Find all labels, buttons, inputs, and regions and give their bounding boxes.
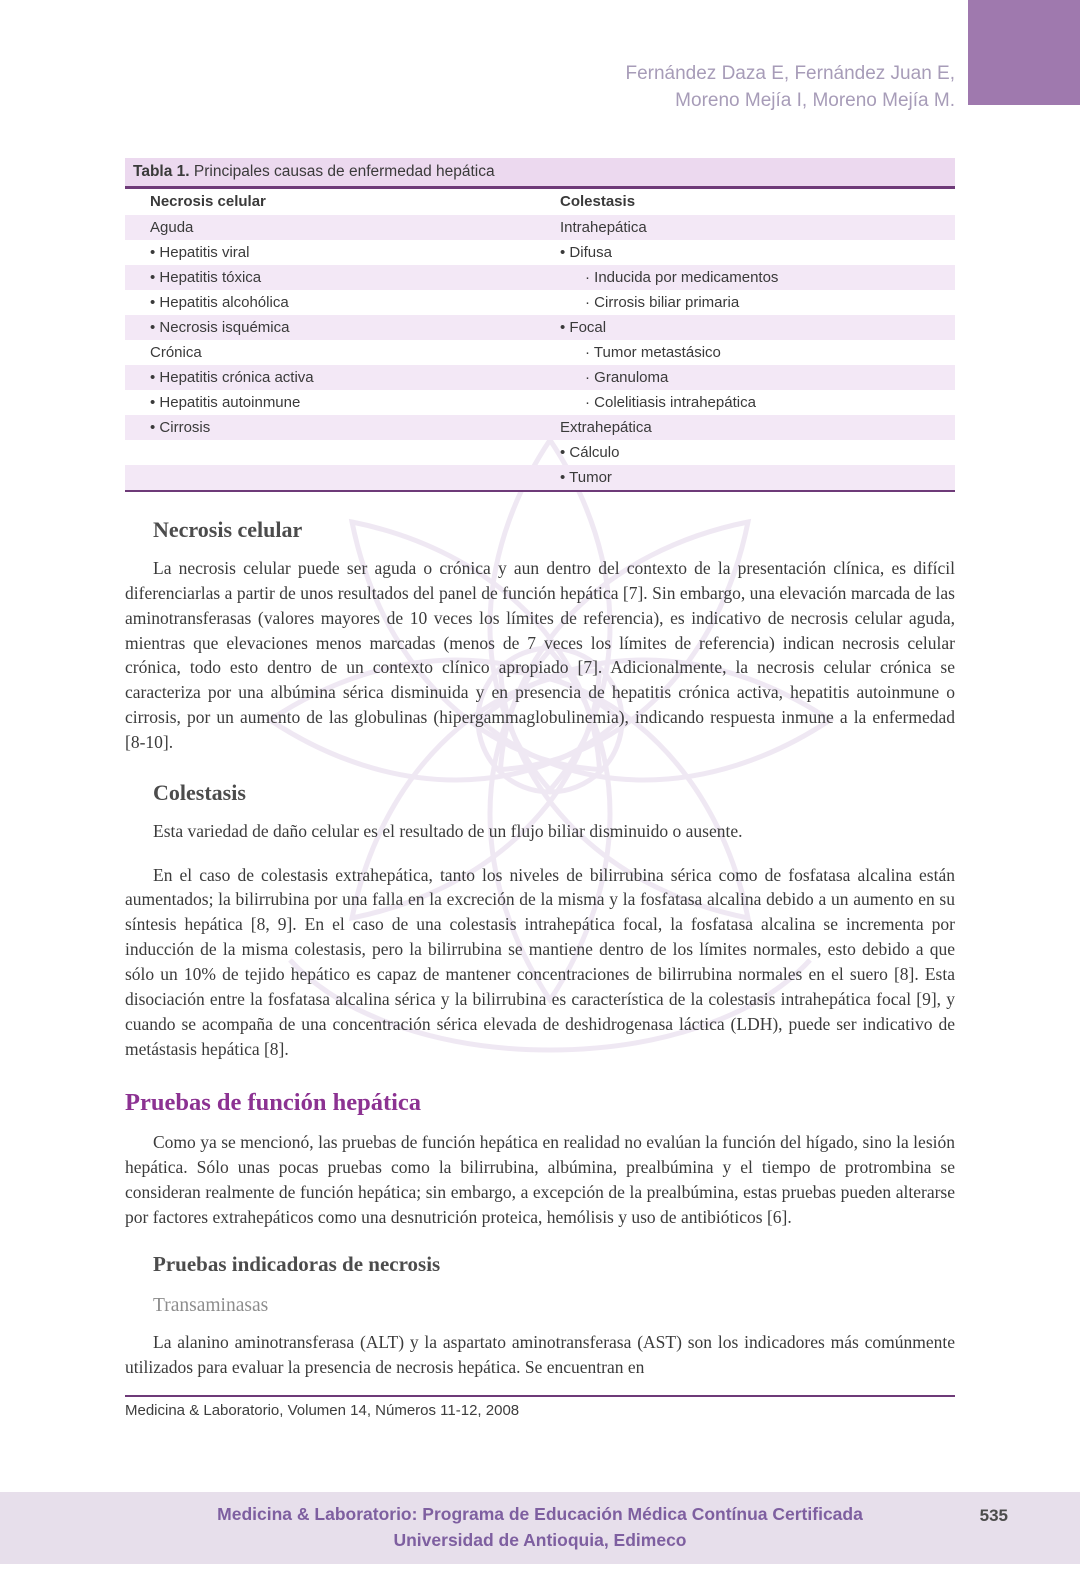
table-cell: • Hepatitis alcohólica bbox=[150, 294, 289, 311]
table-cell: · Tumor metastásico bbox=[585, 344, 721, 361]
section-heading-indicadoras: Pruebas indicadoras de necrosis bbox=[153, 1251, 441, 1276]
table-cell: · Granuloma bbox=[585, 369, 669, 386]
table-cell: • Hepatitis crónica activa bbox=[150, 369, 314, 386]
table-cell: Aguda bbox=[150, 219, 194, 236]
chapter-heading-pruebas: Pruebas de función hepática bbox=[125, 1089, 422, 1117]
table-row bbox=[125, 465, 955, 490]
table-cell: · Inducida por medicamentos bbox=[585, 269, 779, 286]
table-cell: • Necrosis isquémica bbox=[150, 319, 290, 336]
table-row bbox=[125, 215, 955, 240]
table-cell: • Cirrosis bbox=[150, 419, 211, 436]
table-cell bbox=[125, 465, 560, 490]
paragraph-pruebas: Como ya se mencionó, las pruebas de función hepática en realidad no evalúan la función del hígado, sino la lesión hepática. Sólo unas pocas pruebas como la bilirrubina, albúmina, prealbúmina y el tiempo de protrombina se consideran realmente de función hepática; sin embargo, a excepción de la prealbúmina, estas pruebas pueden alterarse por factores extrahepáticos como una desnutrición proteica, hemólisis y uso de antibióticos [6]. bbox=[125, 1132, 955, 1227]
table-cell: • Difusa bbox=[560, 244, 612, 261]
table-row bbox=[125, 290, 955, 315]
page-number: 535 bbox=[979, 1506, 1008, 1525]
paragraph-colestasis-2: En el caso de colestasis extrahepática, tanto los niveles de bilirrubina sérica como de fosfatasa alcalina están aumentados; la bilirrubina por una falla en la excreción de la misma y la fosfatasa alcalina debido a un aumento en su síntesis hepática [8, 9]. En el caso de una colestasis intrahepática focal, la fosfatasa alcalina se incrementa por inducción de la misma colestasis, pero la bilirrubina se mantiene dentro de los límites normales, esto debido a que sólo un 10% de tejido hepático es capaz de mantener concentraciones de bilirrubina normales en el suero [8]. Esta disociación entre la fosfatasa alcalina sérica y la bilirrubina es característica de la colestasis intrahepática focal [9], y cuando se acompaña de una concentración sérica elevada de deshidrogenasa láctica (LDH), puede ser indicativo de metástasis hepática [8]. bbox=[125, 864, 955, 1059]
subsection-heading-transaminasas: Transaminasas bbox=[153, 1294, 269, 1316]
section-heading-necrosis-celular: Necrosis celular bbox=[153, 517, 303, 542]
paragraph-colestasis-1: Esta variedad de daño celular es el resultado de un flujo biliar disminuido o ausente. bbox=[153, 820, 743, 841]
table-cell: · Colelitiasis intrahepática bbox=[585, 394, 756, 411]
table-cell: • Focal bbox=[560, 319, 607, 336]
table-row bbox=[125, 390, 955, 415]
table-cell: · Cirrosis biliar primaria bbox=[585, 294, 740, 311]
journal-citation: Medicina & Laboratorio, Volumen 14, Números 11-12, 2008 bbox=[125, 1402, 520, 1420]
table-cell: Crónica bbox=[150, 344, 202, 361]
table-row bbox=[125, 365, 955, 390]
authors-line-2: Moreno Mejía I, Moreno Mejía M. bbox=[675, 90, 955, 111]
table-principales-causas bbox=[125, 158, 955, 492]
table-cell: • Tumor bbox=[560, 469, 612, 486]
corner-accent-block bbox=[968, 0, 1080, 105]
table-header-row bbox=[125, 189, 955, 215]
footer-rule bbox=[125, 1395, 955, 1397]
table-row bbox=[125, 240, 955, 265]
table-row bbox=[125, 340, 955, 365]
table-title-text: Principales causas de enfermedad hepática bbox=[189, 163, 495, 180]
table-cell: Extrahepática bbox=[560, 419, 652, 436]
table-row bbox=[125, 415, 955, 440]
footer-band bbox=[0, 1492, 1080, 1564]
table-row bbox=[125, 440, 955, 465]
section-heading-colestasis: Colestasis bbox=[153, 779, 246, 805]
paragraph-necrosis: La necrosis celular puede ser aguda o crónica y aun dentro del contexto de la presentación clínica, es difícil diferenciarlas a partir de unos resultados del panel de función hepática [7]. Sin embargo, una elevación marcada de las aminotransferasas (valores mayores de 10 veces los límites de referencia), es indicativo de necrosis celular aguda, mientras que elevaciones menos marcadas (menos de 7 veces los límites de referencia) indican necrosis celular crónica, todo esto dentro de un contexto clínico apropiado [7]. Adicionalmente, la necrosis celular crónica se caracteriza por una albúmina sérica disminuida y en presencia de hepatitis crónica activa, hepatitis autoinmune o cirrosis, por un aumento de las globulinas (hipergammaglobulinemia), indicando respuesta inmune a la enfermedad [8-10]. bbox=[125, 558, 955, 752]
footer-band-line-1: Medicina & Laboratorio: Programa de Educación Médica Contínua Certificada bbox=[217, 1504, 863, 1524]
paragraph-transaminasas: La alanino aminotransferasa (ALT) y la aspartato aminotransferasa (AST) son los indicadores más comúnmente utilizados para evaluar la presencia de necrosis hepática. Se encuentran en bbox=[125, 1331, 955, 1377]
table-cell: Intrahepática bbox=[560, 219, 647, 236]
article-content bbox=[125, 0, 955, 1419]
table-cell: • Cálculo bbox=[560, 444, 620, 461]
table-cell: • Hepatitis tóxica bbox=[150, 269, 262, 286]
table-bottom-rule bbox=[125, 490, 955, 492]
table-cell: • Hepatitis autoinmune bbox=[150, 394, 301, 411]
authors-line-1: Fernández Daza E, Fernández Juan E, bbox=[625, 63, 955, 84]
footer-band-line-2: Universidad de Antioquia, Edimeco bbox=[393, 1530, 687, 1550]
table-row bbox=[125, 265, 955, 290]
col-header-colestasis: Colestasis bbox=[560, 193, 636, 210]
col-header-necrosis: Necrosis celular bbox=[150, 193, 266, 210]
table-cell bbox=[125, 440, 560, 465]
table-cell: • Hepatitis viral bbox=[150, 244, 250, 261]
table-title bbox=[125, 158, 955, 186]
table-row bbox=[125, 315, 955, 340]
table-title-label: Tabla 1. bbox=[133, 163, 190, 180]
